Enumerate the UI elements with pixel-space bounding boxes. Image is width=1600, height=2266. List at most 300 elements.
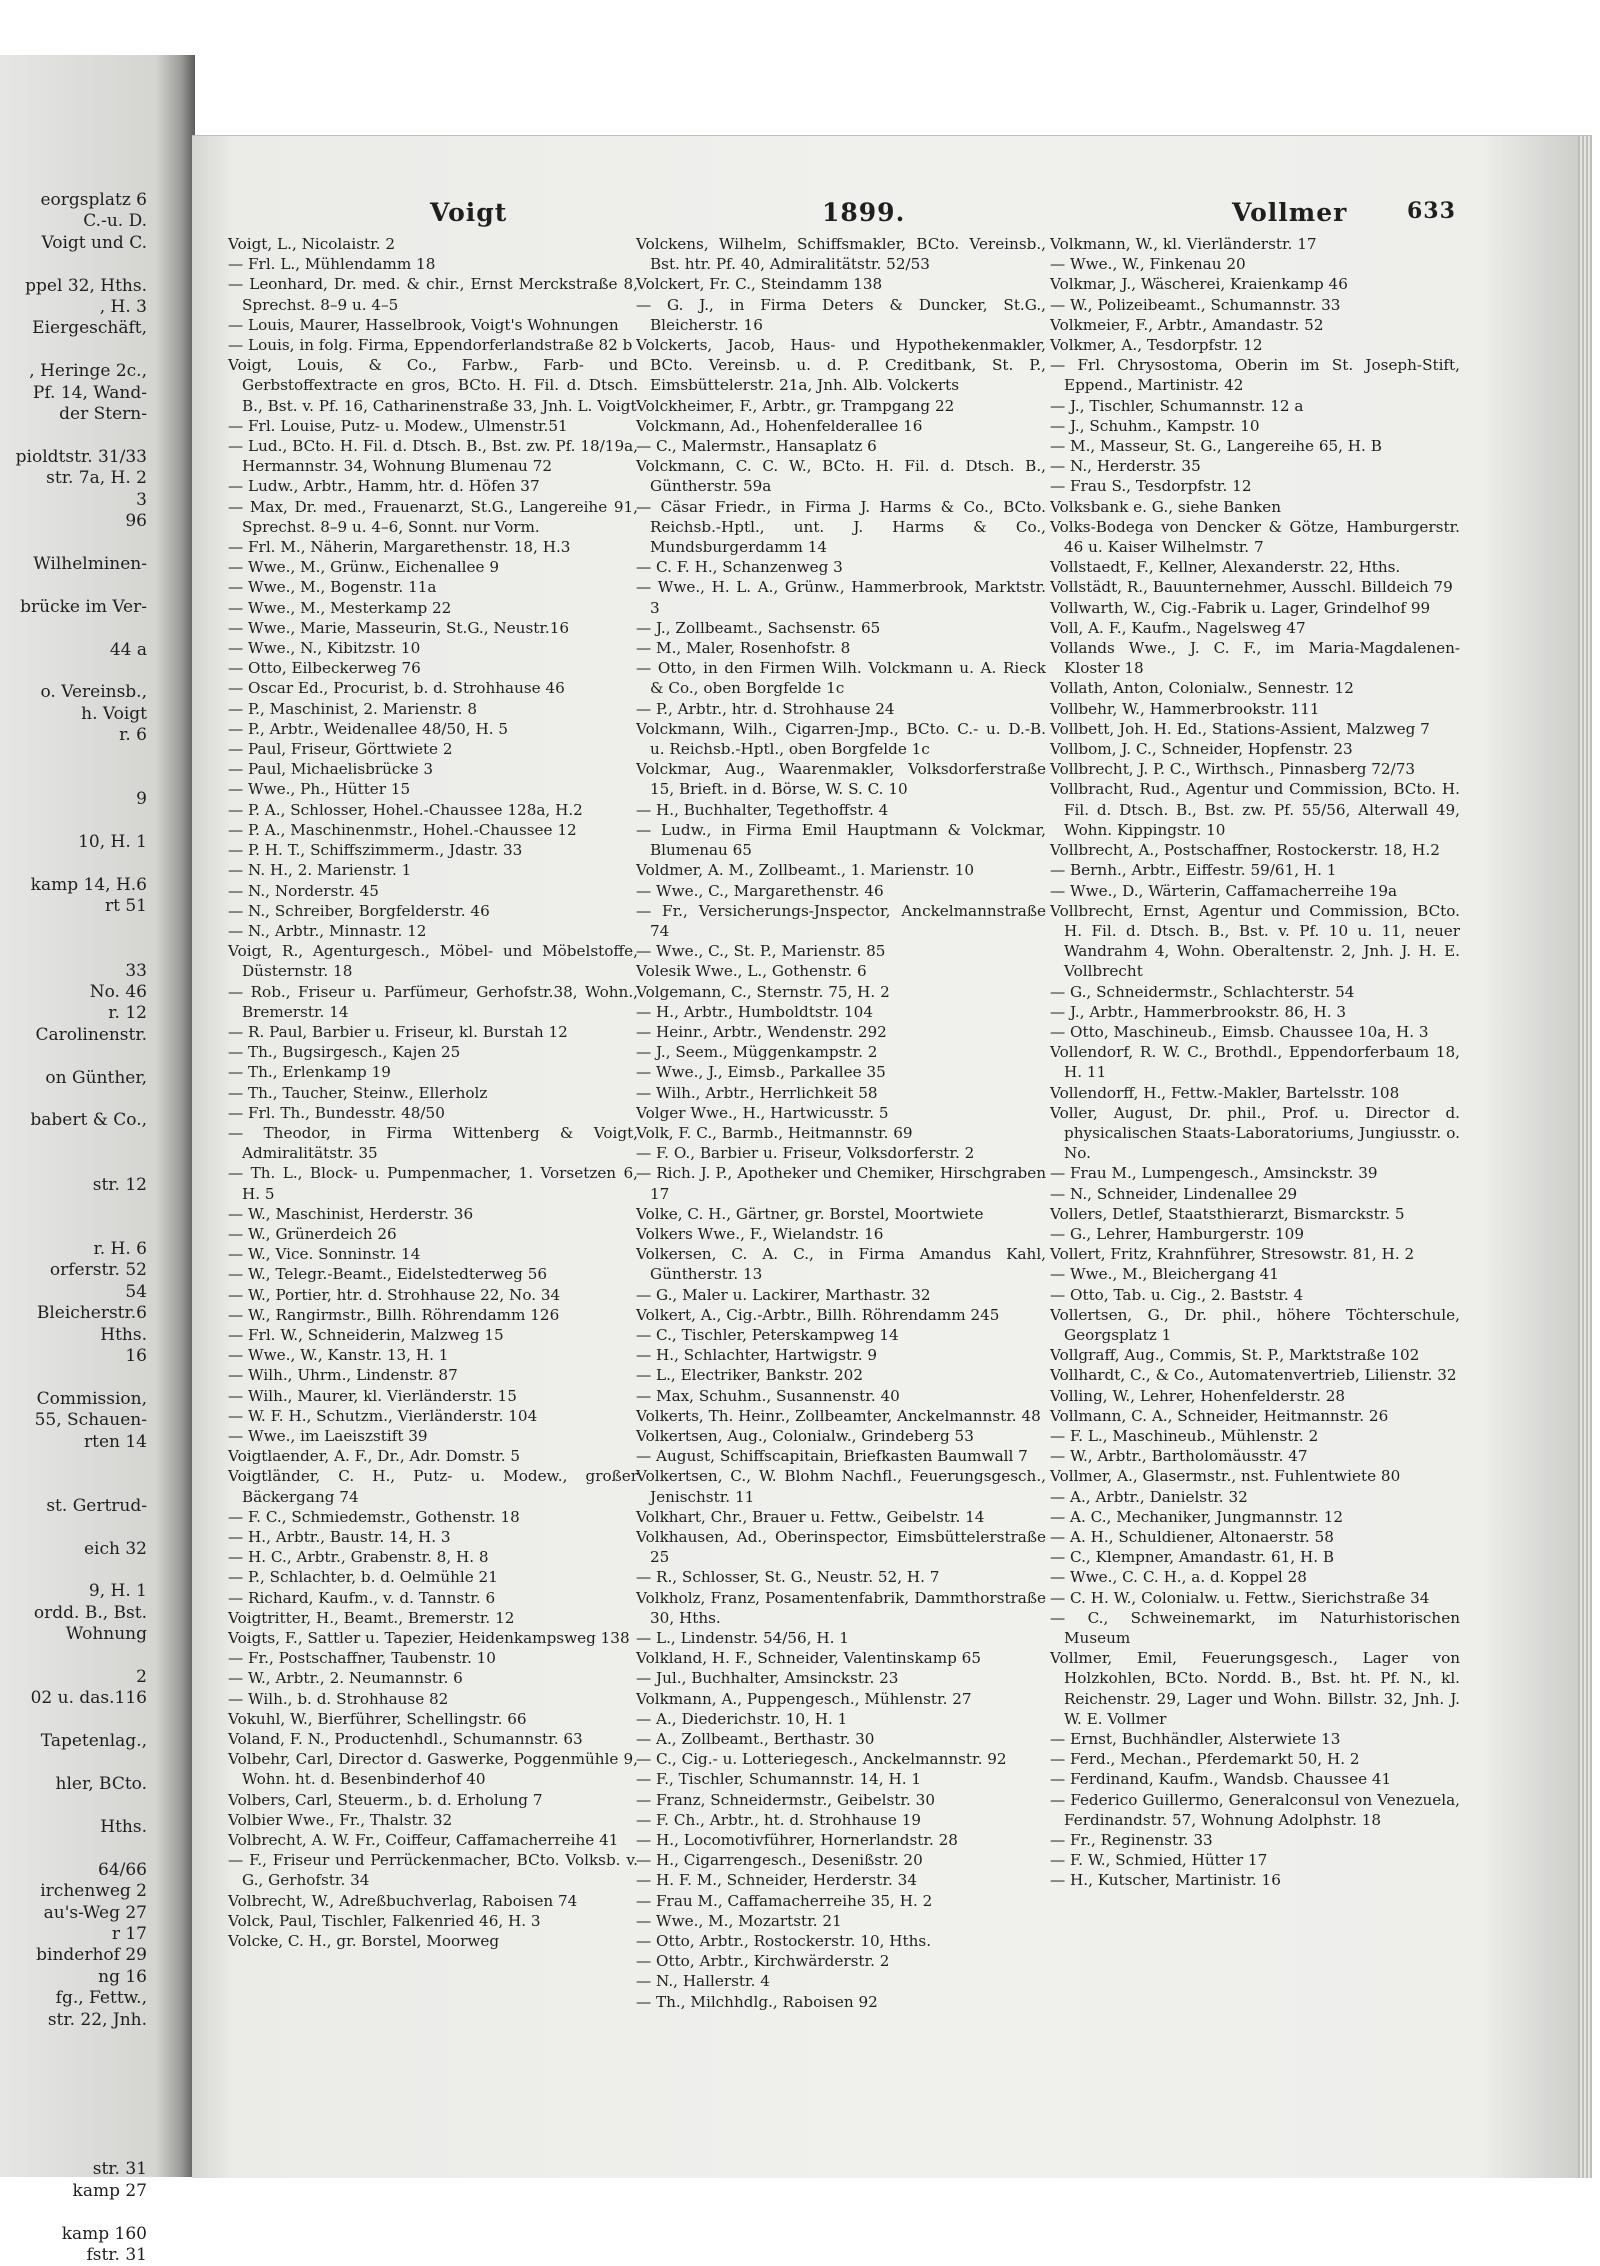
facing-page-line [0, 2138, 150, 2159]
directory-entry: — Wwe., Marie, Masseurin, St.G., Neustr.16 [228, 618, 570, 637]
directory-entry: — Wwe., M., Bogenstr. 11a [228, 578, 437, 597]
directory-entry: — Fr., Postschaffner, Taubenstr. 10 [228, 1649, 496, 1668]
facing-page-line [0, 768, 150, 789]
directory-entry: — W., Arbtr., 2. Neumannstr. 6 [228, 1669, 463, 1688]
directory-entry: Vollhardt, C., & Co., Automatenvertrieb, Lilienstr. 32 [1050, 1366, 1457, 1385]
facing-page-line [0, 1753, 150, 1774]
facing-page-line: fg., Fettw., [55, 1988, 147, 2009]
facing-page-line: kamp 27 [72, 2180, 147, 2201]
facing-page-line: str. 7a, H. 2 [46, 468, 147, 489]
directory-entry: Vollers, Detlef, Staatsthierarzt, Bismarckstr. 5 [1050, 1204, 1405, 1223]
directory-entry: Vollmer, Emil, Feuerungsgesch., Lager von Holzkohlen, BCto. Nordd. B., Bst. ht. Pf. N., kl. Reichenstr. 29, Lager und Wohn. Billstr. 32, Jnh. J. W. E. Vollmer [1050, 1649, 1460, 1728]
facing-page-line: 9 [136, 789, 147, 810]
facing-page-line [0, 254, 150, 275]
directory-entry: — A., Arbtr., Danielstr. 32 [1050, 1487, 1248, 1506]
directory-entry: — Th., Milchhdlg., Raboisen 92 [636, 1992, 878, 2011]
facing-page-line [0, 747, 150, 768]
facing-page-line: eich 32 [83, 1538, 147, 1559]
directory-entry: — F. O., Barbier u. Friseur, Volksdorferstr. 2 [636, 1144, 975, 1163]
facing-page-line: Bleicherstr.6 [36, 1303, 147, 1324]
directory-entry: — P., Arbtr., Weidenallee 48/50, H. 5 [228, 719, 509, 738]
directory-entry: — Wwe., C. C. H., a. d. Koppel 28 [1050, 1568, 1307, 1587]
facing-page-line: str. 22, Jnh. [47, 2009, 147, 2030]
directory-entry: — Otto, Maschineub., Eimsb. Chaussee 10a, H. 3 [1050, 1022, 1429, 1041]
directory-entry: Voigtlaender, A. F., Dr., Adr. Domstr. 5 [228, 1447, 521, 1466]
directory-entry: — Cäsar Friedr., in Firma J. Harms & Co., BCto. Reichsb.-Hptl., unt. J. Harms & Co., Mundsburgerdamm 14 [636, 497, 1046, 557]
directory-entry: — Rob., Friseur u. Parfümeur, Gerhofstr.38, Wohn., Bremerstr. 14 [228, 982, 638, 1021]
directory-entry: — Bernh., Arbtr., Eiffestr. 59/61, H. 1 [1050, 861, 1337, 880]
directory-entry: — F. C., Schmiedemstr., Gothenstr. 18 [228, 1507, 520, 1526]
directory-entry: — Heinr., Arbtr., Wendenstr. 292 [636, 1022, 887, 1041]
facing-page-line: 96 [125, 511, 147, 532]
facing-page-line: 44 a [109, 639, 147, 660]
directory-entry: Volling, W., Lehrer, Hohenfelderstr. 28 [1050, 1386, 1346, 1405]
directory-entry: — Wwe., W., Kanstr. 13, H. 1 [228, 1346, 449, 1365]
directory-entry: — Theodor, in Firma Wittenberg & Voigt, Admiralitätstr. 35 [228, 1123, 638, 1163]
directory-entry: — Wilh., Arbtr., Herrlichkeit 58 [636, 1083, 878, 1102]
facing-page-line [0, 2095, 150, 2116]
directory-entry: Volkhart, Chr., Brauer u. Fettw., Geibelstr. 14 [636, 1507, 985, 1526]
directory-entry: — Wwe., M., Bleichergang 41 [1050, 1265, 1279, 1284]
directory-entry: Volckert, Fr. C., Steindamm 138 [636, 275, 883, 294]
directory-entry: — Frau M., Caffamacherreihe 35, H. 2 [636, 1891, 933, 1910]
directory-entry: Volckmar, Aug., Waarenmakler, Volksdorferstraße 15, Brieft. in d. Börse, W. S. C. 10 [636, 760, 1046, 799]
directory-entry: — C., Malermstr., Hansaplatz 6 [636, 437, 877, 456]
directory-entry: — N., Schreiber, Borgfelderstr. 46 [228, 901, 490, 920]
directory-entry: — F. L., Maschineub., Mühlenstr. 2 [1050, 1426, 1319, 1445]
facing-page-line: , H. 3 [99, 297, 147, 318]
directory-entry: — Oscar Ed., Procurist, b. d. Strohhause 46 [228, 679, 565, 698]
directory-entry: Voldmer, A. M., Zollbeamt., 1. Marienstr. 10 [636, 861, 975, 880]
directory-entry: — Ernst, Buchhändler, Alsterwiete 13 [1050, 1730, 1341, 1749]
directory-entry: — Wwe., Ph., Hütter 15 [228, 780, 411, 799]
directory-entry: — C., Klempner, Amandastr. 61, H. B [1050, 1548, 1335, 1567]
directory-entry: — Richard, Kaufm., v. d. Tannstr. 6 [228, 1588, 496, 1607]
directory-entry: Voller, August, Dr. phil., Prof. u. Director d. physicalischen Staats-Laboratoriums, Jungiusstr. o. No. [1050, 1103, 1460, 1163]
facing-page-line [0, 661, 150, 682]
directory-entry: Volks-Bodega von Dencker & Götze, Hamburgerstr. 46 u. Kaiser Wilhelmstr. 7 [1050, 517, 1460, 557]
directory-entry: — Frl. Th., Bundesstr. 48/50 [228, 1103, 445, 1122]
facing-page-line: 3 [136, 489, 147, 510]
directory-entry: — Jul., Buchhalter, Amsinckstr. 23 [636, 1669, 899, 1688]
facing-page-line: Wohnung [65, 1624, 147, 1645]
directory-entry: — N., Schneider, Lindenallee 29 [1050, 1184, 1298, 1203]
facing-page-line: orferstr. 52 [49, 1260, 147, 1281]
facing-page-line: au's-Weg 27 [43, 1902, 147, 1923]
facing-page-line: C.-u. D. [83, 211, 147, 232]
facing-page-line: 10, H. 1 [78, 832, 147, 853]
facing-page-line: hler, BCto. [55, 1774, 147, 1795]
facing-page-line: r. 6 [119, 725, 147, 746]
directory-entry: Volkholz, Franz, Posamentenfabrik, Dammthorstraße 30, Hths. [636, 1588, 1046, 1627]
directory-entry: Volkersen, C. A. C., in Firma Amandus Kahl, Güntherstr. 13 [636, 1245, 1046, 1284]
facing-page-line [0, 2202, 150, 2223]
column-1 [228, 234, 638, 2084]
directory-entry: Volck, Paul, Tischler, Falkenried 46, H. 3 [228, 1911, 541, 1930]
directory-entry: Volckheimer, F., Arbtr., gr. Trampgang 22 [636, 396, 955, 415]
directory-entry: Vollbracht, Rud., Agentur und Commission, BCto. H. Fil. d. Dtsch. B., Bst. zw. Pf. 55/56, Alterwall 49, Wohn. Kippingstr. 10 [1050, 780, 1460, 839]
directory-entry: — Th., Taucher, Steinw., Ellerholz [228, 1083, 488, 1102]
directory-entry: — Frau M., Lumpengesch., Amsinckstr. 39 [1050, 1164, 1378, 1183]
facing-page-line [0, 811, 150, 832]
directory-entry: Vollbrecht, J. P. C., Wirthsch., Pinnasberg 72/73 [1050, 760, 1416, 779]
directory-entry: — C., Cig.- u. Lotteriegesch., Anckelmannstr. 92 [636, 1750, 1007, 1769]
directory-entry: — H., Cigarrengesch., Desenißstr. 20 [636, 1851, 923, 1870]
directory-entry: — H. F. M., Schneider, Herderstr. 34 [636, 1871, 917, 1890]
directory-entry: Voigt, R., Agenturgesch., Möbel- und Möbelstoffe, Düsternstr. 18 [228, 942, 638, 981]
directory-entry: — Wwe., C., St. P., Marienstr. 85 [636, 942, 886, 961]
directory-entry: Volkmer, A., Tesdorpfstr. 12 [1050, 336, 1263, 355]
directory-entry: Volke, C. H., Gärtner, gr. Borstel, Moortwiete [636, 1204, 984, 1223]
directory-entry: Vollertsen, G., Dr. phil., höhere Töchterschule, Georgsplatz 1 [1050, 1305, 1460, 1344]
facing-page-line: 54 [125, 1281, 147, 1302]
facing-page-line: kamp 14, H.6 [30, 875, 147, 895]
directory-entry: Vollgraff, Aug., Commis, St. P., Marktstraße 102 [1050, 1346, 1420, 1365]
directory-entry: Voigt, L., Nicolaistr. 2 [228, 235, 395, 253]
directory-entry: Volesik Wwe., L., Gothenstr. 6 [636, 962, 867, 981]
directory-entry: — L., Lindenstr. 54/56, H. 1 [636, 1629, 849, 1648]
directory-entry: — Federico Guillermo, Generalconsul von Venezuela, Ferdinandstr. 57, Wohnung Adolphstr. 18 [1050, 1790, 1460, 1829]
directory-entry: Vollwarth, W., Cig.-Fabrik u. Lager, Grindelhof 99 [1050, 598, 1431, 617]
directory-entry: — Wwe., M., Grünw., Eichenallee 9 [228, 558, 500, 577]
facing-page-line [0, 939, 150, 960]
directory-entry: — A. C., Mechaniker, Jungmannstr. 12 [1050, 1507, 1344, 1526]
facing-page-line [0, 2117, 150, 2138]
directory-entry: Volbier Wwe., Fr., Thalstr. 32 [228, 1810, 453, 1829]
directory-entry: Vollendorf, R. W. C., Brothdl., Eppendorferbaum 18, H. 11 [1050, 1043, 1460, 1082]
directory-entry: — L., Electriker, Bankstr. 202 [636, 1366, 864, 1385]
directory-entry: — Wilh., Uhrm., Lindenstr. 87 [228, 1366, 458, 1385]
directory-entry: — Rich. J. P., Apotheker und Chemiker, Hirschgraben 17 [636, 1164, 1046, 1203]
facing-page-line [0, 1474, 150, 1495]
facing-page-line: Tapetenlag., [40, 1731, 147, 1752]
facing-page-line [0, 2074, 150, 2095]
facing-page-line [0, 854, 150, 875]
directory-entry: — P. A., Maschinenmstr., Hohel.-Chaussee 12 [228, 820, 577, 839]
directory-entry: Vollbehr, W., Hammerbrookstr. 111 [1050, 699, 1320, 718]
directory-entry: — M., Maler, Rosenhofstr. 8 [636, 639, 851, 658]
directory-entry: — Wwe., C., Margarethenstr. 46 [636, 881, 884, 900]
directory-entry: — Frl. Louise, Putz- u. Modew., Ulmenstr.51 [228, 416, 568, 435]
facing-page-line [0, 1517, 150, 1538]
directory-entry: — N., Hallerstr. 4 [636, 1972, 770, 1991]
facing-page-line: r. H. 6 [93, 1238, 147, 1259]
facing-page-line: on Günther, [45, 1067, 147, 1088]
directory-entry: — J., Arbtr., Hammerbrookstr. 86, H. 3 [1050, 1002, 1347, 1021]
facing-page-line: der Stern- [59, 404, 147, 425]
facing-page-line: 33 [125, 960, 147, 981]
directory-entry: — Lud., BCto. H. Fil. d. Dtsch. B., Bst. zw. Pf. 18/19a, Hermannstr. 34, Wohnung Blumenau 72 [228, 437, 638, 476]
facing-page-line [0, 618, 150, 639]
facing-page-line: ppel 32, Hths. [25, 275, 147, 296]
directory-entry: — P. H. T., Schiffszimmerm., Jdastr. 33 [228, 841, 523, 860]
directory-entry: Volkert, A., Cig.-Arbtr., Billh. Röhrendamm 245 [636, 1305, 1000, 1324]
directory-entry: — H., Buchhalter, Tegethoffstr. 4 [636, 800, 889, 819]
facing-page-line [0, 1367, 150, 1388]
header-right-word: Vollmer [1232, 198, 1348, 227]
directory-entry: Voigt, Louis, & Co., Farbw., Farb- und Gerbstoffextracte en gros, BCto. H. Fil. d. Dtsch. B., Bst. v. Pf. 16, Catharinenstraße 33, Jnh. L. Voigt [228, 356, 638, 415]
directory-entry: — R. Paul, Barbier u. Friseur, kl. Burstah 12 [228, 1022, 568, 1041]
directory-entry: Vollbett, Joh. H. Ed., Stations-Assient, Malzweg 7 [1050, 719, 1430, 738]
facing-page-line: Hths. [100, 1324, 147, 1345]
directory-entry: — J., Tischler, Schumannstr. 12 a [1050, 396, 1304, 415]
directory-entry: — H., Arbtr., Baustr. 14, H. 3 [228, 1528, 451, 1546]
directory-entry: — N., Herderstr. 35 [1050, 457, 1201, 476]
directory-entry: — Paul, Michaelisbrücke 3 [228, 760, 434, 779]
facing-page-line [0, 1046, 150, 1067]
directory-entry: — F., Tischler, Schumannstr. 14, H. 1 [636, 1770, 922, 1789]
directory-entry: Vollendorff, H., Fettw.-Makler, Bartelsstr. 108 [1050, 1083, 1400, 1102]
directory-entry: — Max, Dr. med., Frauenarzt, St.G., Langereihe 91, Sprechst. 8–9 u. 4–6, Sonnt. nur Vorm. [228, 497, 638, 536]
directory-entry: — W., Arbtr., Bartholomäusstr. 47 [1050, 1447, 1308, 1466]
directory-entry: Volckens, Wilhelm, Schiffsmakler, BCto. Vereinsb., Bst. htr. Pf. 40, Admiralitätstr. 52/53 [636, 235, 1046, 274]
directory-entry: — P., Arbtr., htr. d. Strohhause 24 [636, 699, 895, 718]
directory-entry: — P., Maschinist, 2. Marienstr. 8 [228, 699, 477, 718]
directory-entry: Volcke, C. H., gr. Borstel, Moorweg [228, 1932, 500, 1951]
directory-entry: Volk, F. C., Barmb., Heitmannstr. 69 [636, 1123, 913, 1142]
directory-entry: Volkertsen, C., W. Blohm Nachfl., Feuerungsgesch., Jenischstr. 11 [636, 1467, 1046, 1506]
facing-page-line: rt 51 [105, 896, 147, 917]
directory-entry: Vollstaedt, F., Kellner, Alexanderstr. 22, Hths. [1050, 558, 1401, 577]
directory-entry: — J., Schuhm., Kampstr. 10 [1050, 416, 1260, 435]
directory-entry: Volckmann, Ad., Hohenfelderallee 16 [636, 416, 923, 435]
facing-page-line: 55, Schauen- [34, 1410, 147, 1431]
directory-entry: Volkertsen, Aug., Colonialw., Grindeberg 53 [636, 1426, 974, 1445]
directory-entry: — C., Tischler, Peterskampweg 14 [636, 1325, 899, 1344]
facing-page-line [0, 425, 150, 446]
directory-entry: Volkmann, W., kl. Vierländerstr. 17 [1050, 235, 1317, 253]
directory-entry: Volkmann, A., Puppengesch., Mühlenstr. 27 [636, 1689, 972, 1708]
facing-page-line: binderhof 29 [36, 1945, 147, 1966]
directory-entry: — N. H., 2. Marienstr. 1 [228, 861, 412, 880]
directory-entry: — Frl. L., Mühlendamm 18 [228, 255, 436, 274]
facing-page-line [0, 1196, 150, 1217]
directory-entry: Vollmer, A., Glasermstr., nst. Fuhlentwiete 80 [1050, 1467, 1401, 1486]
directory-entry: — H., Locomotivführer, Hornerlandstr. 28 [636, 1831, 958, 1850]
facing-page-line: ordd. B., Bst. [33, 1602, 147, 1623]
directory-entry: — Otto, Arbtr., Rostockerstr. 10, Hths. [636, 1932, 932, 1951]
directory-entry: — Wwe., M., Mesterkamp 22 [228, 598, 452, 617]
directory-entry: — R., Schlosser, St. G., Neustr. 52, H. 7 [636, 1568, 940, 1587]
facing-page-line [0, 1089, 150, 1110]
directory-entry: Voigts, F., Sattler u. Tapezier, Heidenkampsweg 138 [228, 1629, 630, 1648]
directory-entry: — Max, Schuhm., Susannenstr. 40 [636, 1386, 900, 1405]
facing-page-line [0, 575, 150, 596]
directory-entry: Vollbrecht, Ernst, Agentur und Commission, BCto. H. Fil. d. Dtsch. B., Bst. v. Pf. 10 u. 11, neuer Wandrahm 4, Wohn. Oberaltenstr. 2, Jnh. J. H. E. Vollbrecht [1050, 901, 1460, 981]
facing-page-line: str. 12 [92, 1174, 147, 1195]
facing-page-line [0, 1560, 150, 1581]
directory-entry: — Wilh., Maurer, kl. Vierländerstr. 15 [228, 1386, 517, 1405]
directory-entry: — G. J., in Firma Deters & Duncker, St.G., Bleicherstr. 16 [636, 295, 1046, 334]
directory-entry: Volbrecht, W., Adreßbuchverlag, Raboisen 74 [228, 1891, 578, 1910]
facing-page-line: eorgsplatz 6 [40, 190, 147, 210]
directory-entry: — F. W., Schmied, Hütter 17 [1050, 1851, 1268, 1870]
directory-entry: — Frl. M., Näherin, Margarethenstr. 18, H.3 [228, 538, 571, 557]
directory-entry: — W., Polizeibeamt., Schumannstr. 33 [1050, 295, 1341, 314]
directory-entry: Volbrecht, A. W. Fr., Coiffeur, Caffamacherreihe 41 [228, 1831, 619, 1850]
directory-entry: — J., Zollbeamt., Sachsenstr. 65 [636, 618, 881, 637]
directory-entry: Voland, F. N., Productenhdl., Schumannstr. 63 [228, 1730, 583, 1749]
directory-entry: — Frl. W., Schneiderin, Malzweg 15 [228, 1325, 504, 1344]
directory-entry: Volkland, H. F., Schneider, Valentinskamp 65 [636, 1649, 981, 1668]
facing-page-line [0, 1132, 150, 1153]
directory-entry: — C. H. W., Colonialw. u. Fettw., Sierichstraße 34 [1050, 1588, 1430, 1607]
directory-page [192, 135, 1592, 2178]
directory-entry: — F., Friseur und Perrückenmacher, BCto. Volksb. v. G., Gerhofstr. 34 [228, 1851, 638, 1890]
directory-entry: — Wwe., M., Mozartstr. 21 [636, 1911, 842, 1930]
directory-entry: Vollbom, J. C., Schneider, Hopfenstr. 23 [1050, 740, 1353, 759]
directory-entry: — Frau S., Tesdorpfstr. 12 [1050, 477, 1252, 496]
facing-page-line [0, 1218, 150, 1239]
directory-entry: — Frl. Chrysostoma, Oberin im St. Joseph-Stift, Eppend., Martinistr. 42 [1050, 356, 1460, 395]
directory-entry: Volbehr, Carl, Director d. Gaswerke, Poggenmühle 9, Wohn. ht. d. Besenbinderhof 40 [228, 1750, 638, 1789]
directory-entry: Volkmeier, F., Arbtr., Amandastr. 52 [1050, 315, 1324, 334]
directory-entry: — C., Schweinemarkt, im Naturhistorischen Museum [1050, 1608, 1460, 1648]
directory-entry: Vollbrecht, A., Postschaffner, Rostockerstr. 18, H.2 [1050, 841, 1440, 860]
directory-entry: — Wwe., W., Finkenau 20 [1050, 255, 1246, 274]
facing-page-line: 16 [125, 1345, 147, 1366]
header-year: 1899. [822, 198, 906, 227]
directory-entry: — P. A., Schlosser, Hohel.-Chaussee 128a, H.2 [228, 800, 583, 819]
directory-entry: Vollands Wwe., J. C. F., im Maria-Magdalenen-Kloster 18 [1050, 639, 1460, 678]
facing-page-line [0, 1710, 150, 1731]
directory-entry: — G., Schneidermstr., Schlachterstr. 54 [1050, 982, 1355, 1001]
facing-page-line [0, 340, 150, 361]
directory-entry: — Th., Erlenkamp 19 [228, 1063, 391, 1082]
directory-entry: Volksbank e. G., siehe Banken [1050, 497, 1282, 516]
facing-page-line: 2 [136, 1667, 147, 1688]
directory-entry: Volckmann, Wilh., Cigarren-Jmp., BCto. C.- u. D.-B. u. Reichsb.-Hptl., oben Borgfelde 1c [636, 719, 1046, 759]
facing-page-line [0, 1795, 150, 1816]
facing-page-line: fstr. 31 [86, 2245, 147, 2265]
directory-entry: — H., Schlachter, Hartwigstr. 9 [636, 1346, 878, 1365]
facing-page-line: irchenweg 2 [40, 1881, 147, 1902]
directory-entry: — W., Portier, htr. d. Strohhause 22, No. 34 [228, 1285, 561, 1304]
page-number: 633 [1407, 198, 1456, 224]
facing-page-line: r 17 [111, 1923, 147, 1944]
column-2 [636, 234, 1046, 2084]
facing-page-line [0, 2031, 150, 2052]
facing-page-line: No. 46 [89, 982, 147, 1003]
directory-entry: — Wwe., H. L. A., Grünw., Hammerbrook, Marktstr. 3 [636, 578, 1046, 617]
directory-entry: — Otto, Tab. u. Cig., 2. Baststr. 4 [1050, 1285, 1304, 1304]
directory-entry: — C. F. H., Schanzenweg 3 [636, 558, 843, 577]
facing-page-line [0, 1838, 150, 1859]
column-3 [1050, 234, 1460, 2084]
directory-entry: Vollmann, C. A., Schneider, Heitmannstr. 26 [1050, 1406, 1389, 1425]
directory-entry: Volbers, Carl, Steuerm., b. d. Erholung 7 [228, 1790, 543, 1809]
directory-entry: — W., Grünerdeich 26 [228, 1224, 397, 1243]
facing-page-line: Eiergeschäft, [32, 318, 147, 339]
directory-entry: — Wwe., J., Eimsb., Parkallee 35 [636, 1063, 886, 1082]
directory-entry: Volckmann, C. C. W., BCto. H. Fil. d. Dtsch. B., Güntherstr. 59a [636, 457, 1046, 496]
directory-entry: — W., Rangirmstr., Billh. Röhrendamm 126 [228, 1305, 560, 1324]
facing-page-line: h. Voigt [81, 703, 147, 724]
header-left-word: Voigt [430, 198, 508, 227]
directory-entry: Vollert, Fritz, Krahnführer, Stresowstr. 81, H. 2 [1050, 1245, 1415, 1264]
facing-page-line: Voigt und C. [41, 232, 147, 253]
directory-entry: — Th. L., Block- u. Pumpenmacher, 1. Vorsetzen 6, H. 5 [228, 1164, 638, 1203]
directory-entry: Volgemann, C., Sternstr. 75, H. 2 [636, 982, 890, 1001]
directory-entry: — Wwe., D., Wärterin, Caffamacherreihe 19a [1050, 881, 1398, 900]
directory-entry: — Paul, Friseur, Görttwiete 2 [228, 740, 453, 759]
facing-page-line: Hths. [100, 1816, 147, 1837]
directory-entry: — Th., Bugsirgesch., Kajen 25 [228, 1043, 461, 1062]
directory-entry: — A., Diederichstr. 10, H. 1 [636, 1709, 848, 1728]
facing-page-line [0, 1646, 150, 1667]
directory-entry: — Leonhard, Dr. med. & chir., Ernst Merckstraße 8, Sprechst. 8–9 u. 4–5 [228, 275, 638, 314]
directory-entry: — G., Maler u. Lackirer, Marthastr. 32 [636, 1285, 931, 1304]
facing-page-line: , Heringe 2c., [29, 361, 147, 382]
directory-entry: — Fr., Reginenstr. 33 [1050, 1831, 1213, 1850]
facing-page-line: rten 14 [83, 1431, 147, 1452]
facing-page-line: Wilhelminen- [33, 553, 147, 574]
directory-entry: Vollath, Anton, Colonialw., Sennestr. 12 [1050, 679, 1354, 698]
directory-entry: — G., Lehrer, Hamburgerstr. 109 [1050, 1224, 1305, 1243]
facing-page-line: o. Vereinsb., [40, 682, 147, 703]
directory-entry: — H., Arbtr., Humboldtstr. 104 [636, 1002, 873, 1021]
facing-page-line [0, 2052, 150, 2073]
directory-entry: Volckerts, Jacob, Haus- und Hypothekenmakler, BCto. Vereinsb. u. d. P. Creditbank, St. P., Eimsbüttelerstr. 21a, Jnh. Alb. Volckerts [636, 336, 1046, 395]
directory-entry: — A. H., Schuldiener, Altonaerstr. 58 [1050, 1528, 1334, 1546]
directory-entry: — W., Maschinist, Herderstr. 36 [228, 1204, 474, 1223]
facing-page-line: 9, H. 1 [88, 1581, 147, 1602]
directory-entry: — Louis, Maurer, Hasselbrook, Voigt's Wohnungen [228, 315, 619, 334]
facing-page-line: 64/66 [98, 1859, 147, 1880]
directory-entry: — Ludw., in Firma Emil Hauptmann & Volckmar, Blumenau 65 [636, 820, 1046, 860]
facing-page-line [0, 1153, 150, 1174]
directory-entry: Volkerts, Th. Heinr., Zollbeamter, Anckelmannstr. 48 [636, 1406, 1041, 1425]
directory-entry: Volkers Wwe., F., Wielandstr. 16 [636, 1224, 884, 1243]
directory-entry: — W., Vice. Sonninstr. 14 [228, 1245, 421, 1264]
facing-page-line [0, 918, 150, 939]
directory-entry: Volkmar, J., Wäscherei, Kraienkamp 46 [1050, 275, 1348, 294]
directory-entry: — Ferdinand, Kaufm., Wandsb. Chaussee 41 [1050, 1770, 1392, 1789]
directory-entry: — Otto, Arbtr., Kirchwärderstr. 2 [636, 1952, 890, 1971]
directory-entry: — H. C., Arbtr., Grabenstr. 8, H. 8 [228, 1548, 489, 1567]
directory-entry: — N., Arbtr., Minnastr. 12 [228, 921, 427, 940]
facing-page-line: babert & Co., [30, 1110, 147, 1131]
directory-entry: — H., Kutscher, Martinistr. 16 [1050, 1871, 1281, 1890]
directory-entry: — N., Norderstr. 45 [228, 881, 379, 900]
facing-page-line: Pf. 14, Wand- [32, 382, 147, 403]
directory-entry: — Franz, Schneidermstr., Geibelstr. 30 [636, 1790, 935, 1809]
directory-entry: — F. Ch., Arbtr., ht. d. Strohhause 19 [636, 1810, 922, 1829]
facing-page-line: r. 12 [108, 1003, 147, 1024]
directory-entry: — W. F. H., Schutzm., Vierländerstr. 104 [228, 1406, 538, 1425]
directory-entry: Volger Wwe., H., Hartwicusstr. 5 [636, 1103, 889, 1122]
directory-entry: — P., Schlachter, b. d. Oelmühle 21 [228, 1568, 498, 1587]
directory-entry: — Wwe., N., Kibitzstr. 10 [228, 639, 421, 658]
directory-entry: Voigtländer, C. H., Putz- u. Modew., großer Bäckergang 74 [228, 1467, 638, 1506]
directory-entry: — Fr., Versicherungs-Jnspector, Anckelmannstraße 74 [636, 901, 1046, 940]
page-edge-stack [1578, 136, 1592, 2178]
directory-entry: — W., Telegr.-Beamt., Eidelstedterweg 56 [228, 1265, 548, 1284]
facing-page-line: str. 31 [92, 2159, 147, 2180]
directory-entry: — Otto, Eilbeckerweg 76 [228, 659, 421, 678]
directory-entry: — August, Schiffscapitain, Briefkasten Baumwall 7 [636, 1447, 1028, 1466]
directory-entry: — A., Zollbeamt., Berthastr. 30 [636, 1730, 875, 1749]
facing-page-line: ng 16 [98, 1966, 147, 1987]
directory-entry: — Louis, in folg. Firma, Eppendorferlandstraße 82 b [228, 336, 633, 355]
directory-entry: — J., Seem., Müggenkampstr. 2 [636, 1043, 878, 1062]
directory-entry: — Wilh., b. d. Strohhause 82 [228, 1689, 449, 1708]
directory-entry: — Ferd., Mechan., Pferdemarkt 50, H. 2 [1050, 1750, 1360, 1769]
facing-page-line: kamp 160 [61, 2223, 147, 2244]
facing-page-line: st. Gertrud- [46, 1495, 147, 1516]
facing-page-line: brücke im Ver- [20, 596, 147, 617]
directory-entry: Voigtritter, H., Beamt., Bremerstr. 12 [228, 1608, 515, 1627]
